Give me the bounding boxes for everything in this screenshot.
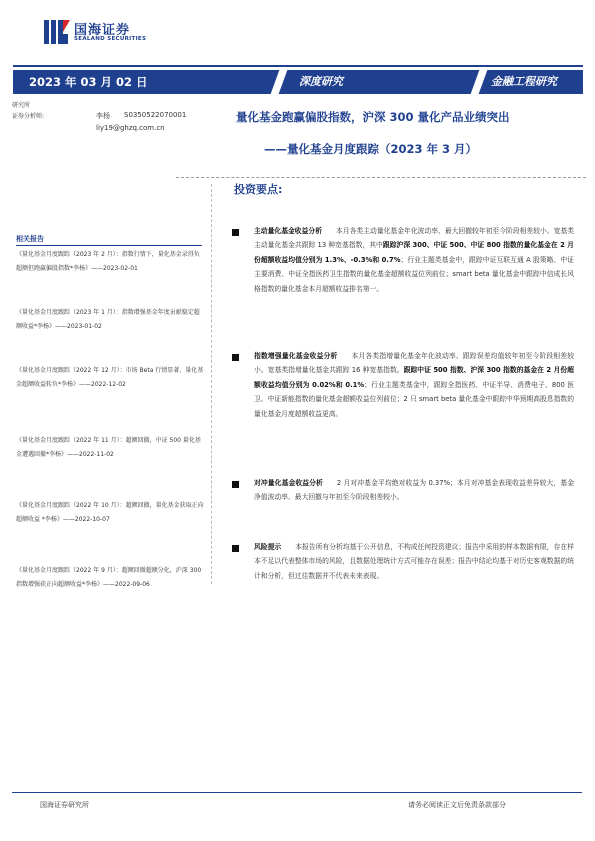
point-text: ；行业主题类基金中，跟踪中证互联互通 A 股策略、中证主要消费、中证全指医药卫生指数的量化基金超额收益位列前位；smart beta 量化基金中跟踪中信成长风格指数的量化基金本月超额收益排名第一。 (254, 255, 574, 293)
related-report-item[interactable]: 《量化基金月度跟踪（2022 年 12 月）：市场 Beta 行情显著、量化基金超额收益转负*李杨》——2022-12-02 (16, 367, 204, 388)
point-risk-warning (254, 540, 574, 583)
banner-divider (271, 70, 288, 94)
bullet-icon (232, 545, 239, 552)
sealand-logo-icon (44, 18, 70, 46)
brand-logo (44, 18, 154, 46)
related-reports-rule (16, 245, 202, 246)
brand-name-en: SEALAND SECURITIES (74, 36, 147, 42)
related-report-item[interactable]: 《量化基金月度跟踪（2023 年 2 月）：指数行情下，量化基金录得负超额但跑赢偏股指数*李杨》——2023-02-01 (16, 251, 200, 272)
institute-label: 研究所 (12, 102, 31, 109)
point-text: ；行业主题类基金中，跟踪全指医药、中证半导、消费电子、800 医卫、中证新能指数的量化基金超额收益位列前位；2 只 smart beta 量化基金中跟踪中华预期高股息指数的量化基金月度超额收益更高。 (254, 380, 574, 418)
point-highlight: 跟踪沪深 300、中证 500、中证 800 指数的量化基金在 2 月份超额收益均值分别为 1.3%、-0.3%和 0.7% (254, 241, 574, 264)
brand-name-cn: 国海证券 (74, 23, 131, 38)
point-label: 指数增强量化基金收益分析 (254, 352, 338, 360)
column-divider (211, 184, 212, 584)
point-label: 主动量化基金收益分析 (254, 227, 323, 235)
banner-divider (471, 70, 488, 94)
bullet-icon (232, 229, 239, 236)
analyst-name: 李杨 (96, 112, 110, 120)
report-banner (13, 70, 583, 94)
report-date: 2023 年 03 月 02 日 (29, 75, 148, 89)
report-subtitle: ——量化基金月度跟踪（2023 年 3 月） (264, 142, 478, 156)
analyst-email[interactable]: liy19@ghzq.com.cn (96, 124, 165, 132)
point-hedge-quant (254, 476, 574, 505)
point-text: 本月各类指增量化基金年化波动率、跟踪误差均值较年初至今阶段相差较小。宽基类指增量化基金共跟踪 16 种宽基指数。 (254, 352, 575, 375)
point-label: 对冲量化基金收益分析 (254, 479, 323, 487)
section-heading: 投资要点: (234, 183, 283, 196)
footer-rule (12, 792, 582, 793)
related-report-item[interactable]: 《量化基金月度跟踪（2022 年 11 月）：超额回撤，中证 500 量化基金遭遇回撤*李杨》——2022-11-02 (16, 437, 201, 458)
point-highlight: 跟踪中证 500 指数、沪深 300 指数的基金在 2 月份超额收益均值分别为 0.02%和 0.1% (254, 366, 574, 389)
point-label: 风险提示 (254, 543, 282, 551)
related-report-item[interactable]: 《量化基金月度跟踪（2022 年 9 月）：超额回撤超额分化，沪深 300 指数增强获正向超额收益*李杨》——2022-09-06 (16, 567, 202, 588)
report-category: 金融工程研究 (491, 75, 557, 88)
report-type: 深度研究 (299, 75, 343, 88)
divider (176, 177, 586, 178)
analyst-license: S0350522070001 (124, 111, 187, 119)
related-report-item[interactable]: 《量化基金月度跟踪（2022 年 10 月）：超额回撤，量化基金获取正向超额收益 *李杨》——2022-10-07 (16, 502, 204, 523)
related-reports-heading: 相关报告 (16, 235, 44, 243)
point-active-quant (254, 224, 574, 296)
report-title: 量化基金跑赢偏股指数，沪深 300 量化产品业绩突出 (236, 110, 510, 124)
point-text: 本月各类主动量化基金年化波动率、最大回撤较年初至今阶段相差较小。宽基类主动量化基金共跟踪 13 种宽基指数，其中 (254, 227, 575, 250)
banner-top-rule (13, 65, 583, 67)
bullet-icon (232, 481, 239, 488)
footer-disclaimer: 请务必阅读正文后免责条款部分 (408, 801, 506, 809)
point-text: 本报告所有分析均基于公开信息，不构成任何投资建议；报告中采用的样本数据有限，存在样本不足以代表整体市场的风险，且数据处理统计方式可能存在误差；报告中结论均基于对历史客观数据的统计和分析，但过往数据并不代表未来表现。 (254, 543, 575, 580)
point-text: 2 月对冲基金平均绝对收益为 0.37%；本月对冲基金表现收益差异较大，基金净值波动率、最大回撤与年初至今阶段相差较小。 (254, 479, 574, 502)
footer-institute: 国海证券研究所 (40, 801, 89, 809)
related-report-item[interactable]: 《量化基金月度跟踪（2023 年 1 月）：指数增强基金年度贡献稳定超额收益*李杨》——2023-01-02 (16, 309, 200, 330)
bullet-icon (232, 354, 239, 361)
analyst-role-label: 证券分析师: (12, 113, 45, 120)
point-index-enhanced (254, 349, 574, 421)
